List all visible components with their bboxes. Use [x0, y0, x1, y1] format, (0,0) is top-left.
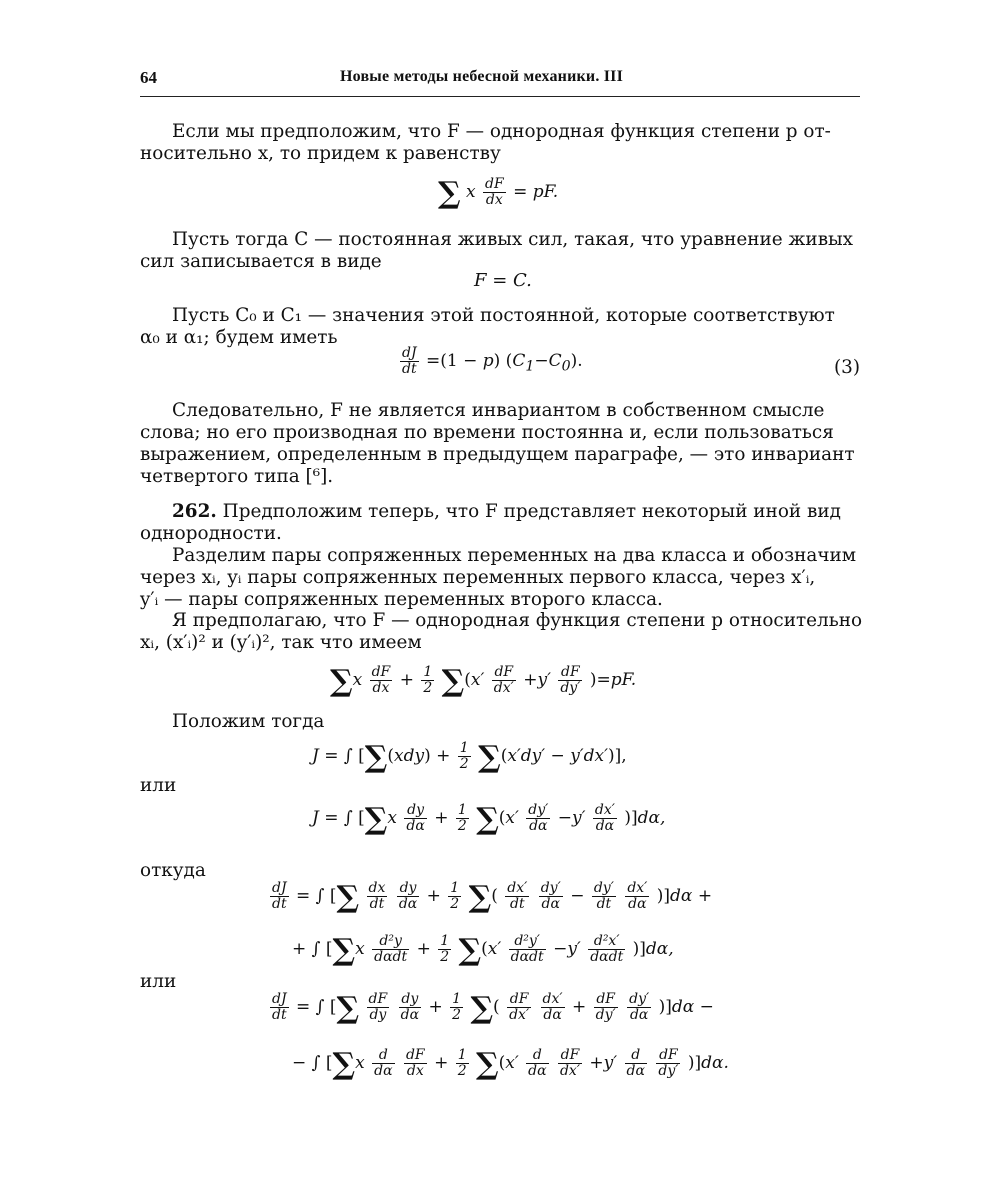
equation-2: F = C.: [474, 270, 532, 291]
equation-6: J = ∫ [∑x $\frac{dy}{d\alpha}$ + $\frac{1}{2}$ ∑(x′ $\frac{dy'}{d\alpha}$ −y′ $\frac{dx'}{d\alpha}$ )]dα,: [312, 802, 666, 837]
text-line: Предположим теперь, что F представляет некоторый иной вид: [222, 501, 841, 522]
equation-4: ∑x $\frac{dF}{dx}$ + $\frac{1}{2}$ ∑(x′ $\frac{dF}{dx'}$ +y′ $\frac{dF}{dy'}$ )=pF.: [330, 664, 637, 699]
word-or-1: или: [140, 775, 177, 796]
word-or-2: или: [140, 971, 177, 992]
equation-number-3: (3): [834, 357, 861, 378]
equation-7b: + ∫ [∑x $\frac{\text{d²y}}{\text{dαdt}}$ + $\frac{1}{2}$ ∑(x′ $\frac{\text{d²y′}}{\text{dαdt}}$ −y′ $\frac{\text{d²x′}}{\text{dαdt}}$ )]dα,: [292, 933, 674, 968]
text-line: Если мы предположим, что F — однородная функция степени p от-: [172, 121, 831, 142]
running-title: Новые методы небесной механики. III: [340, 68, 624, 85]
paragraph-4: [140, 400, 860, 488]
page-number: 64: [140, 68, 157, 87]
section-262: [140, 501, 860, 545]
equation-7a: $\frac{dJ}{dt}$ = ∫ [∑ $\frac{dx}{dt}$ $\frac{dy}{d\alpha}$ + $\frac{1}{2}$ ∑( $\frac{dx'}{dt}$ $\frac{dy'}{d\alpha}$ − $\frac{dy'}{dt}$ $\frac{dx'}{d\alpha}$ )]dα +: [272, 880, 713, 915]
text-line: четвертого типа [⁶].: [140, 466, 334, 487]
equation-3: $\frac{dJ}{dt}$ =(1 − p) $(C_1-C_0)$.: [402, 345, 583, 377]
text-line: выражением, определенным в предыдущем параграфе, — это инвариант: [140, 444, 855, 465]
text-line: Положим тогда: [172, 711, 325, 732]
paragraph-6: [140, 545, 860, 611]
text-line: Пусть C₀ и C₁ — значения этой постоянной, которые соответствуют: [172, 305, 835, 326]
equation-5: J = ∫ [∑(xdy) + $\frac{1}{2}$ ∑(x′dy′ − y′dx′)],: [312, 740, 627, 775]
text-line: сил записывается в виде: [140, 251, 382, 272]
equation-8a: $\frac{dJ}{dt}$ = ∫ [∑ $\frac{dF}{dy}$ $\frac{dy}{d\alpha}$ + $\frac{1}{2}$ ∑( $\frac{dF}{dx'}$ $\frac{dx'}{d\alpha}$ + $\frac{dF}{dy'}$ $\frac{dy'}{d\alpha}$ )]dα −: [272, 991, 714, 1026]
text-line: xᵢ, (x′ᵢ)² и (y′ᵢ)², так что имеем: [140, 632, 422, 653]
paragraph-2: [140, 229, 860, 273]
text-line: носительно x, то придем к равенству: [140, 143, 501, 164]
paragraph-7: [140, 610, 863, 654]
page-header: [140, 68, 860, 96]
equation-1: ∑ x $\frac{dF}{dx}$ = pF.: [438, 176, 559, 211]
word-whence: откуда: [140, 860, 206, 881]
text-line: Следовательно, F не является инвариантом в собственном смысле: [172, 400, 825, 421]
paragraph-8: [140, 711, 860, 733]
paragraph-1: [140, 121, 860, 165]
text-line: Разделим пары сопряженных переменных на два класса и обозначим: [172, 545, 857, 566]
text-line: y′ᵢ — пары сопряженных переменных второго класса.: [140, 589, 663, 610]
text-line: слова; но его производная по времени постоянна и, если пользоваться: [140, 422, 834, 443]
text-line: Я предполагаю, что F — однородная функция степени p относительно: [172, 610, 863, 631]
paragraph-3: [140, 305, 860, 349]
text-line: Пусть тогда C — постоянная живых сил, такая, что уравнение живых: [172, 229, 854, 250]
equation-8b: − ∫ [∑x $\frac{d}{d\alpha}$ $\frac{dF}{dx}$ + $\frac{1}{2}$ ∑(x′ $\frac{d}{d\alpha}$ $\frac{dF}{dx'}$ +y′ $\frac{d}{d\alpha}$ $\frac{dF}{dy'}$ )]dα.: [292, 1047, 729, 1082]
section-number: 262.: [172, 501, 217, 522]
text-line: однородности.: [140, 523, 282, 544]
header-rule: [140, 96, 860, 97]
text-line: через xᵢ, yᵢ пары сопряженных переменных первого класса, через x′ᵢ,: [140, 567, 816, 588]
text-line: α₀ и α₁; будем иметь: [140, 327, 338, 348]
